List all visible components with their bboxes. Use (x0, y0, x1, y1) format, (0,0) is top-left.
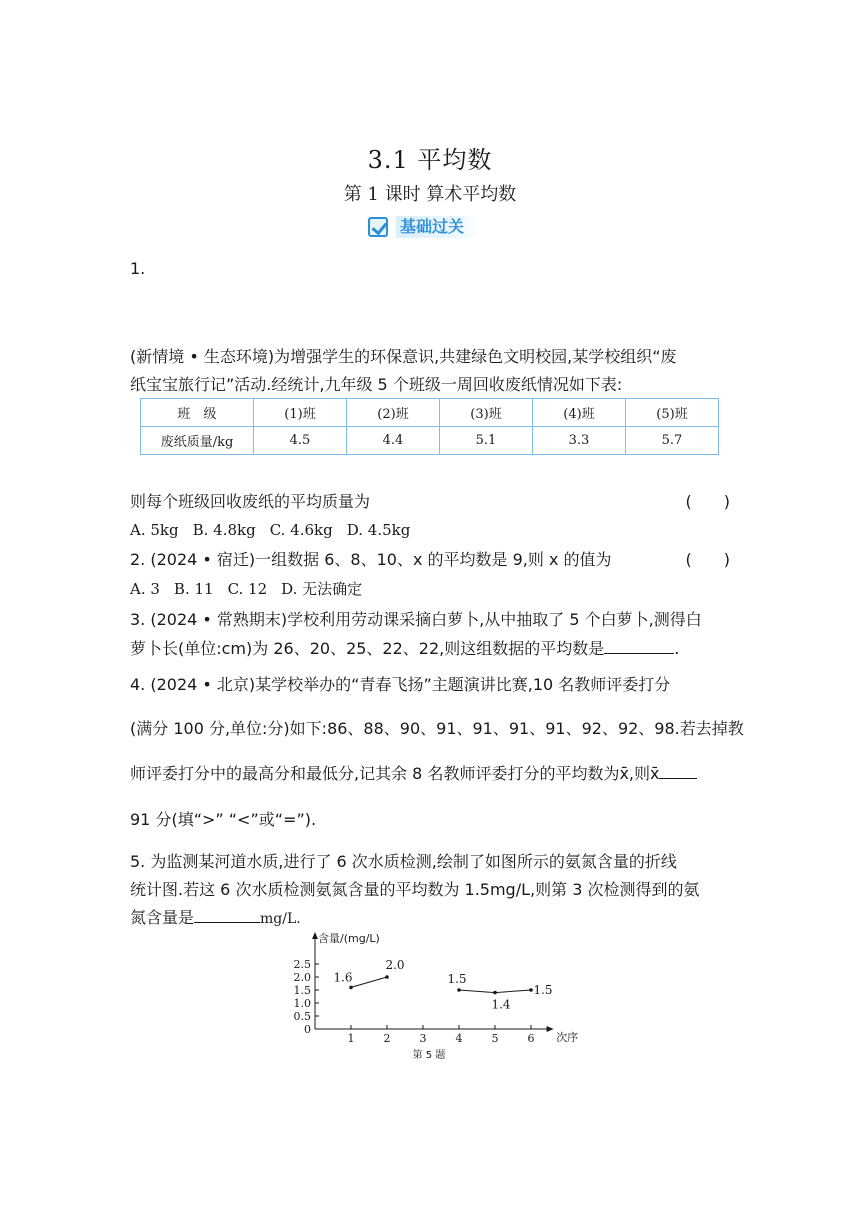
q5-line3-text: 氮含量是 (130, 908, 195, 927)
choice-d: D. 4.5kg (346, 521, 411, 539)
data-point (349, 986, 353, 990)
y-tick-label: 0.5 (293, 1010, 311, 1023)
x-tick-label: 1 (347, 1032, 355, 1045)
q4-line1: 4. (2024 • 北京)某学校举办的“青春飞扬”主题演讲比赛,10 名教师评委打分 (130, 675, 671, 694)
q2-choices (130, 575, 730, 603)
line-chart (285, 930, 585, 1070)
q3-answer-blank[interactable] (604, 653, 674, 654)
choice-d: D. 无法确定 (281, 580, 363, 598)
x-tick-label: 5 (491, 1032, 499, 1045)
data-label: 1.5 (533, 983, 553, 997)
x-tick-label: 4 (455, 1032, 463, 1045)
checkbox-icon (368, 217, 388, 237)
table-cell: 4.4 (347, 427, 440, 455)
data-label: 2.0 (385, 958, 405, 972)
y-tick-label: 2.5 (293, 958, 311, 971)
figure-caption: 第 5 题 (412, 1050, 446, 1061)
page-title: 3.1 平均数 (367, 146, 493, 174)
data-point (493, 991, 497, 995)
choice-a: A. 5kg (130, 521, 179, 539)
x-tick-label: 2 (383, 1032, 391, 1045)
y-tick-label: 1.5 (293, 984, 311, 997)
data-point (529, 988, 533, 992)
y-axis-title: 含量/(mg/L) (318, 932, 380, 945)
table-cell: (4)班 (533, 399, 626, 427)
q1-stem-line1: (新情境 • 生态环境)为增强学生的环保意识,共建绿色文明校园,某学校组织“废 (130, 347, 677, 366)
data-label: 1.4 (491, 997, 511, 1012)
choice-a: A. 3 (130, 580, 160, 598)
q5-line1: 5. 为监测某河道水质,进行了 6 次水质检测,绘制了如图所示的氨氮含量的折线 (130, 852, 677, 871)
q5-line3 (130, 904, 730, 933)
table-cell: (1)班 (254, 399, 347, 427)
table-cell: 4.5 (254, 427, 347, 455)
section-badge (368, 215, 488, 239)
q1-stem-line2: 纸宝宝旅行记”活动.经统计,九年级 5 个班级一周回收废纸情况如下表: (130, 375, 623, 394)
q3-line2 (130, 635, 730, 663)
q2-text: 2. (2024 • 宿迁)一组数据 6、8、10、x 的平均数是 9,则 x 的值为 (130, 550, 612, 569)
q5-line3-unit: mg/L. (260, 911, 301, 927)
q2-answer-paren: ( ) (685, 550, 730, 569)
table-header-row (141, 399, 719, 427)
q4-line3 (130, 760, 730, 788)
choice-b: B. 11 (173, 580, 214, 598)
table-cell: 3.3 (533, 427, 626, 455)
y-tick-label: 1.0 (293, 997, 311, 1010)
data-point (385, 975, 389, 979)
table-cell: 废纸质量/kg (141, 427, 254, 455)
data-label: 1.6 (333, 970, 353, 985)
x-axis-arrow (547, 1026, 554, 1032)
table-cell: (2)班 (347, 399, 440, 427)
x-tick-label: 6 (527, 1032, 535, 1045)
table-cell: 5.7 (626, 427, 719, 455)
q5-answer-blank[interactable] (194, 922, 260, 923)
x-axis-title: 次序 (556, 1031, 579, 1044)
table-cell: 班 级 (141, 399, 254, 427)
q4-line2: (满分 100 分,单位:分)如下:86、88、90、91、91、91、91、92、92、98.若去掉教 (130, 719, 744, 738)
table-row (141, 427, 719, 455)
table-cell: (5)班 (626, 399, 719, 427)
q1-question-row (130, 488, 730, 516)
page-subtitle: 第 1 课时 算术平均数 (343, 184, 517, 205)
choice-c: C. 12 (227, 580, 268, 598)
choice-b: B. 4.8kg (192, 521, 256, 539)
q4-line4: 91 分(填“>” “<”或“=”). (130, 810, 317, 829)
q1-choices (130, 516, 730, 544)
table-cell: (3)班 (440, 399, 533, 427)
y-tick-label: 2.0 (293, 971, 311, 984)
choice-c: C. 4.6kg (269, 521, 333, 539)
q1-question: 则每个班级回收废纸的平均质量为 (130, 492, 371, 511)
q5-line2: 统计图.若这 6 次水质检测氨氮含量的平均数为 1.5mg/L,则第 3 次检测得到的氨 (130, 880, 700, 899)
series-line (351, 977, 387, 987)
q1-answer-paren: ( ) (685, 492, 730, 511)
q3-line1: 3. (2024 • 常熟期末)学校利用劳动课采摘白萝卜,从中抽取了 5 个白萝卜,测得白 (130, 610, 702, 629)
data-point (457, 988, 461, 992)
q1-table (140, 398, 719, 455)
y-tick-label: 0 (304, 1023, 311, 1036)
q1-number: 1. (130, 259, 146, 278)
x-tick-label: 3 (419, 1032, 427, 1045)
q3-line2-end: . (674, 639, 680, 658)
q4-line3-text: 师评委打分中的最高分和最低分,记其余 8 名教师评委打分的平均数为x̄,则x̄ (130, 764, 660, 783)
q2-row (130, 546, 730, 574)
section-badge-label: 基础过关 (396, 216, 480, 238)
data-label: 1.5 (447, 972, 467, 986)
q3-line2-text: 萝卜长(单位:cm)为 26、20、25、22、22,则这组数据的平均数是 (130, 639, 605, 658)
table-cell: 5.1 (440, 427, 533, 455)
q4-answer-blank[interactable] (659, 778, 697, 779)
